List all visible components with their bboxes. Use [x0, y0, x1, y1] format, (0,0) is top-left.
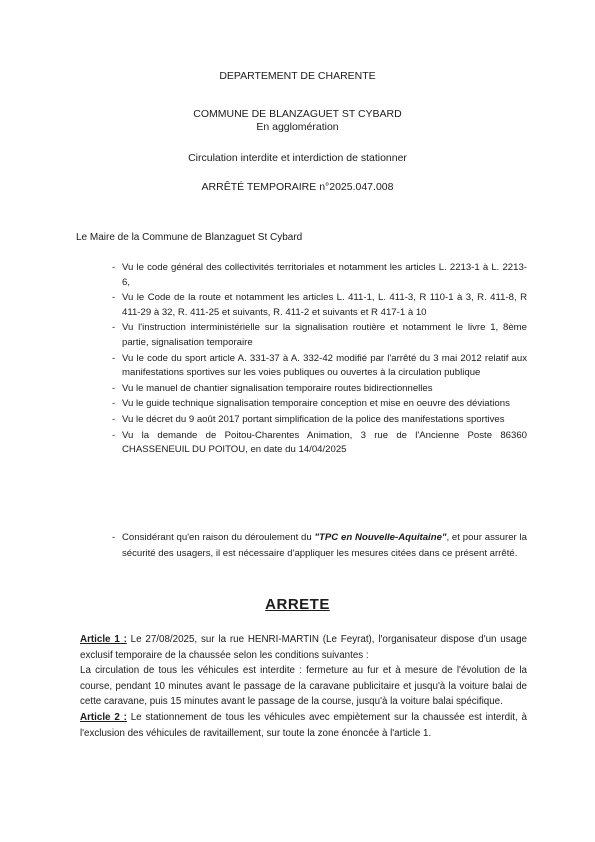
visa-item: [112, 352, 527, 381]
articles-section: [80, 632, 527, 741]
decree-reference: ARRÊTÉ TEMPORAIRE n°2025.047.008: [201, 181, 394, 193]
bullet-dash: -: [112, 398, 116, 410]
visa-text: Vu le code général des collectivités territoriales et notamment les articles L. 2213-1 à L. 2213-6,: [122, 262, 527, 288]
considerant-after: , et pour assurer la sécurité des usagers, il est nécessaire d'appliquer les mesures citées dans ce présent arrêté.: [122, 532, 527, 559]
event-name: "TPC en Nouvelle-Aquitaine": [314, 532, 447, 543]
considerant-paragraph: [112, 530, 527, 562]
visa-text: Vu le code du sport article A. 331-37 à A. 332-42 modifié par l'arrêté du 3 mai 2012 relatif aux manifestations sportives sur les voies publiques ou ouvertes à la circulation publique: [122, 352, 527, 379]
commune-heading: COMMUNE DE BLANZAGUET ST CYBARD: [193, 108, 402, 120]
article-2-label: Article 2 :: [80, 711, 127, 723]
considerant-text: [122, 530, 527, 562]
bullet-dash: -: [112, 532, 116, 543]
visa-item: [112, 413, 527, 428]
subject-heading: Circulation interdite et interdiction de stationner: [188, 152, 407, 164]
article-1: [80, 632, 527, 663]
visa-item: [112, 321, 527, 350]
location-heading: En agglomération: [256, 121, 339, 133]
visa-item: [112, 261, 527, 290]
bullet-dash: -: [112, 413, 116, 425]
visa-text: Vu le décret du 9 août 2017 portant simplification de la police des manifestations sportives: [122, 413, 505, 425]
bullet-dash: -: [112, 429, 116, 441]
visa-text: Vu l'instruction interministérielle sur la signalisation routière et notamment le livre 1, 8ème partie, signalisation temporaire: [122, 322, 527, 348]
bullet-dash: -: [112, 292, 116, 304]
article-2-text: Le stationnement de tous les véhicules avec empiètement sur la chaussée est interdit, à l'exclusion des véhicules de ravitaillement, sur toute la zone énoncée à l'article 1.: [80, 711, 527, 739]
considerant-before: Considérant qu'en raison du déroulement du: [122, 532, 315, 543]
visa-list: [112, 261, 527, 459]
visa-text: Vu le guide technique signalisation temporaire conception et mise en oeuvre des déviations: [122, 398, 510, 410]
visa-text: Vu la demande de Poitou-Charentes Animation, 3 rue de l'Ancienne Poste 86360 CHASSENEUIL DU POITOU, en date du 14/04/2025: [122, 429, 527, 456]
visa-text: Vu le Code de la route et notamment les articles L. 411-1, L. 411-3, R 110-1 à 3, R. 411-8, R 411-29 à 32, R. 411-25 et suivants, R. 411-2 et suivants et R 417-1 à 10: [122, 292, 527, 318]
visa-item: [112, 382, 527, 397]
mayor-intro: Le Maire de la Commune de Blanzaguet St Cybard: [76, 232, 303, 243]
department-heading: DEPARTEMENT DE CHARENTE: [219, 70, 376, 82]
decision-title: ARRETE: [265, 596, 330, 613]
bullet-dash: -: [112, 352, 116, 364]
article-1-detail: La circulation de tous les véhicules est interdite : fermeture au fur et à mesure de l'évolution de la course, pendant 10 minutes avant le passage de la caravane publicitaire et jusqu'à la voiture balai de cette caravane, puis 15 minutes avant le passage de la course, jusqu'à la voiture balai spécifique.: [80, 665, 527, 708]
article-1-text: Le 27/08/2025, sur la rue HENRI-MARTIN (Le Feyrat), l'organisateur dispose d'un usage exclusif temporaire de la chaussée selon les conditions suivantes :: [80, 634, 527, 661]
bullet-dash: -: [112, 262, 116, 273]
article-1-label: Article 1 :: [80, 634, 127, 645]
bullet-dash: -: [112, 382, 116, 394]
visa-text: Vu le manuel de chantier signalisation temporaire routes bidirectionnelles: [122, 382, 433, 394]
visa-item: [112, 397, 527, 412]
article-2: [80, 710, 527, 741]
visa-item: [112, 291, 527, 320]
bullet-dash: -: [112, 322, 116, 334]
visa-item: [112, 429, 527, 458]
